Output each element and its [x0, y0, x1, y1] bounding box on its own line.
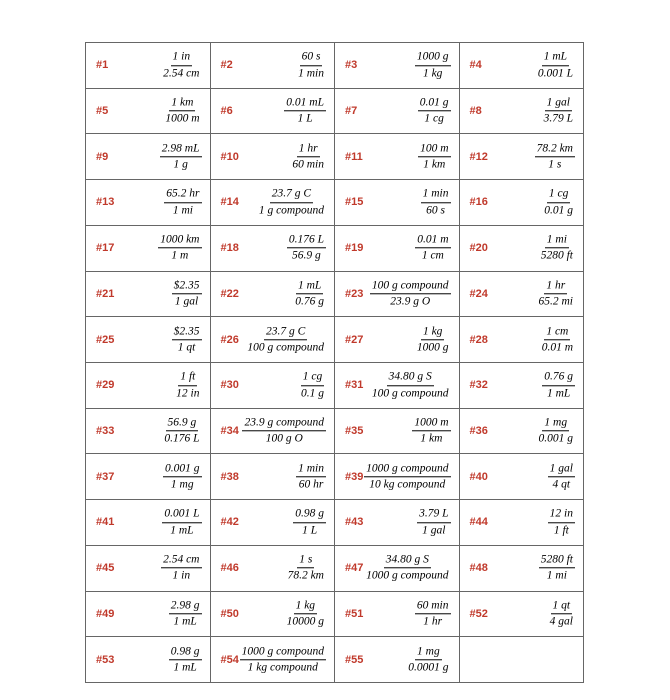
problem-number: #3 [345, 59, 358, 72]
problem-cell [211, 454, 336, 500]
fraction-numerator: 1 ft [178, 371, 197, 386]
problem-cell [335, 43, 460, 89]
problem-number: #26 [220, 333, 239, 346]
fraction-numerator: 2.98 mL [160, 142, 202, 157]
fraction-denominator: 1 mL [170, 523, 194, 536]
fraction-numerator: 2.98 g [169, 599, 202, 614]
fraction-numerator: 1 kg [421, 325, 444, 340]
problem-cell [86, 43, 211, 89]
conversion-fraction [172, 325, 202, 354]
fraction-denominator: 60 min [292, 158, 324, 171]
problem-number: #6 [220, 105, 233, 118]
problem-cell [211, 546, 336, 592]
conversion-fraction [285, 599, 326, 628]
problem-number: #38 [220, 470, 239, 483]
problem-number: #15 [345, 196, 364, 209]
problem-number: #39 [345, 470, 364, 483]
conversion-fraction [160, 142, 202, 171]
problem-cell [335, 272, 460, 318]
problem-cell [335, 637, 460, 683]
problem-number: #43 [345, 516, 364, 529]
fraction-denominator: 1 min [298, 66, 324, 79]
fraction-denominator: 4 qt [552, 478, 571, 491]
fraction-denominator: 0.76 g [295, 295, 324, 308]
fraction-denominator: 23.9 g O [390, 295, 431, 308]
problem-number: #52 [469, 607, 488, 620]
fraction-denominator: 1 mL [173, 615, 197, 628]
conversion-fraction [535, 142, 575, 171]
problem-number: #32 [469, 379, 488, 392]
problem-number: #8 [469, 105, 482, 118]
conversion-fraction [296, 462, 326, 491]
fraction-denominator: 5280 ft [540, 249, 573, 262]
fraction-numerator: 3.79 L [417, 508, 450, 523]
problem-number: #54 [220, 653, 239, 666]
conversion-fraction [415, 51, 451, 80]
fraction-numerator: 1000 km [158, 233, 201, 248]
fraction-numerator: 1000 g compound [240, 645, 326, 660]
fraction-denominator: 1000 g compound [366, 569, 449, 582]
problem-number: #34 [220, 425, 239, 438]
conversion-fraction [364, 553, 450, 582]
fraction-numerator: 1000 g [415, 51, 451, 66]
fraction-numerator: 56.9 g [166, 416, 199, 431]
problem-cell [86, 180, 211, 226]
problem-cell [460, 546, 585, 592]
conversion-fraction [163, 462, 202, 491]
fraction-denominator: 1 cg [424, 112, 444, 125]
fraction-denominator: 1 L [297, 112, 313, 125]
fraction-denominator: 1 in [172, 569, 191, 582]
conversion-fraction [548, 462, 575, 491]
fraction-numerator: 23.9 g compound [242, 416, 326, 431]
problem-cell [86, 454, 211, 500]
problem-number: #40 [469, 470, 488, 483]
fraction-denominator: 0.01 g [544, 203, 573, 216]
problem-cell [335, 226, 460, 272]
conversion-fraction [364, 462, 450, 491]
problem-number: #4 [469, 59, 482, 72]
fraction-numerator: 78.2 km [535, 142, 575, 157]
problem-cell [335, 317, 460, 363]
fraction-numerator: 0.76 g [542, 371, 575, 386]
fraction-denominator: 0.176 L [164, 432, 200, 445]
problem-number: #10 [220, 150, 239, 163]
conversion-fraction [412, 416, 450, 445]
fraction-denominator: 60 hr [298, 478, 324, 491]
problem-number: #24 [469, 287, 488, 300]
fraction-denominator: 1 g compound [258, 203, 324, 216]
fraction-denominator: 12 in [176, 386, 200, 399]
conversion-fraction [293, 279, 326, 308]
fraction-numerator: 1 mi [545, 233, 569, 248]
conversion-fraction [161, 51, 201, 80]
conversion-fraction [161, 553, 201, 582]
fraction-denominator: 1 mL [173, 661, 197, 674]
conversion-fraction [415, 325, 451, 354]
conversion-fraction [418, 142, 450, 171]
problem-number: #2 [220, 59, 233, 72]
conversion-fraction [286, 553, 326, 582]
problem-cell [86, 546, 211, 592]
problem-number: #31 [345, 379, 364, 392]
conversion-fraction [537, 279, 576, 308]
fraction-numerator: 1 hr [297, 142, 320, 157]
conversion-fraction [417, 508, 450, 537]
conversion-fraction [415, 599, 451, 628]
problem-number: #44 [469, 516, 488, 529]
conversion-fraction [158, 233, 201, 262]
conversion-fraction [540, 325, 575, 354]
problem-cell [460, 363, 585, 409]
problem-cell [211, 500, 336, 546]
fraction-numerator: 0.98 g [169, 645, 202, 660]
conversion-factor-grid [85, 42, 584, 683]
problem-cell [86, 272, 211, 318]
problem-number: #1 [96, 59, 109, 72]
fraction-numerator: 1 mL [296, 279, 323, 294]
fraction-denominator: 1000 g [416, 341, 449, 354]
fraction-numerator: 1 min [421, 188, 451, 203]
fraction-denominator: 1 km [420, 432, 443, 445]
problem-cell [86, 226, 211, 272]
fraction-numerator: 0.01 m [415, 233, 450, 248]
fraction-denominator: 100 g compound [371, 386, 449, 399]
fraction-denominator: 10 kg compound [369, 478, 446, 491]
problem-cell [460, 180, 585, 226]
problem-cell [460, 134, 585, 180]
problem-number: #23 [345, 287, 364, 300]
problem-number: #55 [345, 653, 364, 666]
fraction-denominator: 1 g [173, 158, 188, 171]
problem-cell [335, 180, 460, 226]
conversion-fraction [242, 416, 326, 445]
problem-number: #48 [469, 562, 488, 575]
fraction-numerator: 1 mg [415, 645, 442, 660]
fraction-denominator: 2.54 cm [163, 66, 200, 79]
problem-number: #53 [96, 653, 115, 666]
fraction-numerator: 1000 g compound [364, 462, 450, 477]
fraction-denominator: 1 mi [172, 203, 193, 216]
fraction-numerator: 1 cg [547, 188, 570, 203]
problem-cell [86, 409, 211, 455]
fraction-numerator: 23.7 g C [270, 188, 313, 203]
problem-number: #29 [96, 379, 115, 392]
fraction-numerator: 12 in [548, 508, 575, 523]
conversion-fraction [245, 325, 326, 354]
fraction-numerator: $2.35 [172, 325, 202, 340]
problem-cell [86, 317, 211, 363]
fraction-numerator: 100 m [418, 142, 450, 157]
fraction-numerator: 1 in [171, 51, 193, 66]
fraction-numerator: 1 km [169, 96, 195, 111]
fraction-denominator: 1 m [171, 249, 189, 262]
fraction-numerator: 1 qt [551, 599, 573, 614]
conversion-fraction [406, 645, 450, 674]
conversion-fraction [296, 51, 326, 80]
problem-cell [211, 226, 336, 272]
fraction-denominator: 0.0001 g [408, 661, 449, 674]
conversion-fraction [542, 96, 575, 125]
problem-number: #33 [96, 425, 115, 438]
fraction-numerator: 1 gal [545, 96, 572, 111]
fraction-numerator: 60 s [300, 51, 323, 66]
conversion-fraction [536, 51, 575, 80]
problem-cell [335, 546, 460, 592]
problem-number: #13 [96, 196, 115, 209]
problem-cell [460, 500, 585, 546]
conversion-fraction [415, 233, 450, 262]
conversion-fraction [169, 599, 202, 628]
fraction-denominator: 1 ft [553, 523, 569, 536]
problem-cell [86, 89, 211, 135]
conversion-fraction [162, 416, 201, 445]
fraction-denominator: 56.9 g [292, 249, 321, 262]
problem-cell [335, 363, 460, 409]
problem-cell [86, 637, 211, 683]
problem-cell [460, 592, 585, 638]
problem-number: #37 [96, 470, 115, 483]
problem-number: #25 [96, 333, 115, 346]
problem-cell [211, 592, 336, 638]
conversion-fraction [174, 371, 201, 400]
fraction-numerator: 5280 ft [539, 553, 575, 568]
fraction-denominator: 1 L [302, 523, 318, 536]
conversion-fraction [539, 553, 575, 582]
problem-cell [211, 134, 336, 180]
fraction-numerator: 34.80 g S [387, 371, 434, 386]
conversion-fraction [548, 508, 575, 537]
fraction-denominator: 1 kg [422, 66, 443, 79]
problem-cell [211, 363, 336, 409]
problem-number: #35 [345, 425, 364, 438]
problem-cell [335, 592, 460, 638]
fraction-denominator: 0.1 g [301, 386, 324, 399]
problem-number: #20 [469, 242, 488, 255]
conversion-fraction [299, 371, 326, 400]
problem-cell [460, 409, 585, 455]
fraction-denominator: 1 cm [421, 249, 444, 262]
fraction-denominator: 78.2 km [287, 569, 324, 582]
conversion-fraction [240, 645, 326, 674]
fraction-numerator: 2.54 cm [161, 553, 201, 568]
problem-cell [211, 409, 336, 455]
problem-cell [335, 454, 460, 500]
fraction-numerator: 34.80 g S [384, 553, 431, 568]
fraction-numerator: 0.01 mL [284, 96, 326, 111]
problem-number: #27 [345, 333, 364, 346]
conversion-fraction [293, 508, 326, 537]
problem-number: #42 [220, 516, 239, 529]
fraction-denominator: 3.79 L [543, 112, 573, 125]
problem-cell [335, 89, 460, 135]
fraction-numerator: 0.01 g [418, 96, 451, 111]
fraction-denominator: 1000 m [165, 112, 200, 125]
fraction-denominator: 1 gal [174, 295, 199, 308]
conversion-fraction [169, 645, 202, 674]
fraction-denominator: 0.01 m [541, 341, 573, 354]
fraction-numerator: 60 min [415, 599, 451, 614]
problem-number: #14 [220, 196, 239, 209]
problem-cell [211, 89, 336, 135]
fraction-denominator: 1 qt [177, 341, 196, 354]
conversion-fraction [287, 233, 326, 262]
problem-number: #30 [220, 379, 239, 392]
fraction-numerator: 100 g compound [370, 279, 451, 294]
conversion-fraction [290, 142, 326, 171]
fraction-numerator: 1 cg [301, 371, 324, 386]
problem-number: #45 [96, 562, 115, 575]
conversion-fraction [370, 279, 451, 308]
fraction-numerator: 1 kg [294, 599, 317, 614]
problem-number: #5 [96, 105, 109, 118]
problem-cell [460, 43, 585, 89]
fraction-denominator: 100 g O [265, 432, 303, 445]
problem-cell [86, 363, 211, 409]
problem-cell [460, 226, 585, 272]
problem-cell [86, 134, 211, 180]
fraction-denominator: 60 s [426, 203, 445, 216]
problem-cell [460, 637, 585, 683]
problem-cell [460, 454, 585, 500]
conversion-fraction [418, 96, 451, 125]
fraction-numerator: 1 hr [544, 279, 567, 294]
fraction-denominator: 1 s [548, 158, 562, 171]
fraction-numerator: 1 min [296, 462, 326, 477]
problem-number: #47 [345, 562, 364, 575]
problem-number: #51 [345, 607, 364, 620]
problem-cell [211, 637, 336, 683]
problem-number: #18 [220, 242, 239, 255]
fraction-numerator: 0.176 L [287, 233, 326, 248]
problem-cell [211, 272, 336, 318]
conversion-fraction [537, 416, 576, 445]
problem-number: #36 [469, 425, 488, 438]
fraction-denominator: 1 km [423, 158, 446, 171]
problem-cell [211, 43, 336, 89]
conversion-fraction [164, 188, 201, 217]
fraction-numerator: $2.35 [172, 279, 202, 294]
problem-cell [211, 180, 336, 226]
problem-number: #41 [96, 516, 115, 529]
conversion-fraction [421, 188, 451, 217]
problem-number: #7 [345, 105, 358, 118]
problem-cell [460, 317, 585, 363]
fraction-denominator: 0.001 g [538, 432, 573, 445]
conversion-fraction [370, 371, 451, 400]
problem-cell [335, 134, 460, 180]
fraction-numerator: 0.001 g [163, 462, 202, 477]
problem-cell [335, 500, 460, 546]
fraction-numerator: 0.98 g [293, 508, 326, 523]
problem-cell [460, 272, 585, 318]
fraction-numerator: 23.7 g C [264, 325, 307, 340]
conversion-fraction [162, 508, 201, 537]
fraction-denominator: 1 gal [422, 523, 446, 536]
problem-number: #9 [96, 150, 109, 163]
problem-number: #28 [469, 333, 488, 346]
fraction-denominator: 100 g compound [247, 341, 324, 354]
problem-cell [335, 409, 460, 455]
conversion-fraction [542, 371, 575, 400]
fraction-numerator: 1 mL [542, 51, 569, 66]
fraction-denominator: 1 hr [423, 615, 443, 628]
fraction-numerator: 1 gal [548, 462, 575, 477]
fraction-denominator: 10000 g [286, 615, 324, 628]
fraction-denominator: 65.2 mi [538, 295, 573, 308]
conversion-fraction [172, 279, 202, 308]
conversion-fraction [257, 188, 326, 217]
conversion-fraction [539, 233, 575, 262]
fraction-numerator: 65.2 hr [164, 188, 201, 203]
fraction-numerator: 1 s [297, 553, 314, 568]
fraction-denominator: 1 mg [170, 478, 194, 491]
fraction-denominator: 1 mi [546, 569, 567, 582]
problem-number: #17 [96, 242, 115, 255]
problem-number: #16 [469, 196, 488, 209]
conversion-fraction [284, 96, 326, 125]
problem-number: #19 [345, 242, 364, 255]
fraction-denominator: 4 gal [549, 615, 573, 628]
fraction-numerator: 1 mg [542, 416, 569, 431]
problem-number: #22 [220, 287, 239, 300]
problem-number: #46 [220, 562, 239, 575]
conversion-fraction [542, 188, 575, 217]
fraction-numerator: 1000 m [412, 416, 450, 431]
fraction-numerator: 1 cm [544, 325, 570, 340]
fraction-denominator: 0.001 L [537, 66, 573, 79]
conversion-fraction [163, 96, 201, 125]
problem-cell [460, 89, 585, 135]
fraction-denominator: 1 kg compound [247, 661, 318, 674]
fraction-denominator: 1 mL [546, 386, 571, 399]
problem-number: #49 [96, 607, 115, 620]
problem-number: #50 [220, 607, 239, 620]
conversion-fraction [548, 599, 575, 628]
fraction-numerator: 0.001 L [162, 508, 201, 523]
problem-cell [86, 500, 211, 546]
problem-cell [211, 317, 336, 363]
problem-number: #21 [96, 287, 115, 300]
problem-number: #11 [345, 150, 363, 163]
problem-number: #12 [469, 150, 488, 163]
problem-cell [86, 592, 211, 638]
